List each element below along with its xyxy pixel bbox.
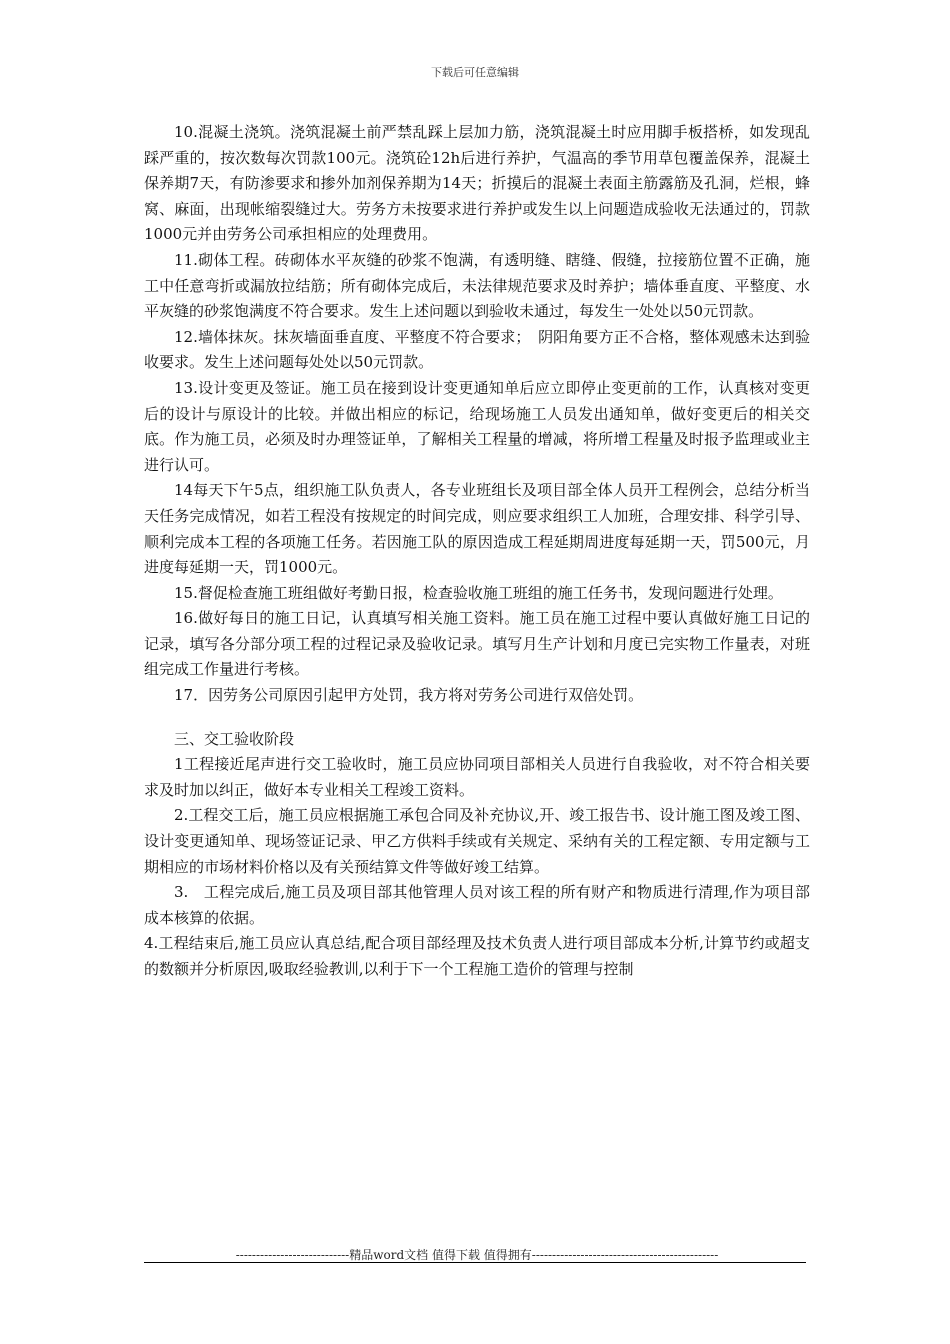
paragraph-concrete-pouring: 10.混凝土浇筑。浇筑混凝土前严禁乱踩上层加力筋，浇筑混凝土时应用脚手板搭桥，如发现乱踩严重的，按次数每次罚款100元。浇筑砼12h后进行养护，气温高的季节用草包覆盖保养，混凝土保养期7天，有防渗要求和掺外加剂保养期为14天；折摸后的混凝土表面主筋露筋及孔洞，烂根，蜂窝、麻面，出现帐缩裂缝过大。劳务方未按要求进行养护或发生以上问题造成验收无法通过的，罚款1000元并由劳务公司承担相应的处理费用。: [144, 123, 810, 244]
paragraph-summary: 4.工程结束后,施工员应认真总结,配合项目部经理及技术负责人进行项目部成本分析,计算节约或超支的数额并分析原因,吸取经验教训,以利于下一个工程施工造价的管理与控制: [144, 934, 810, 978]
page-footer: ----------------------------精品word文档 值得下载 值得拥有----------------------------------------------: [235, 1248, 719, 1262]
paragraph-masonry: 11.砌体工程。砖砌体水平灰缝的砂浆不饱满，有透明缝、瞎缝、假缝，拉接筋位置不正确，施工中任意弯折或漏放拉结筋；所有砌体完成后，未法律规范要求及时养护；墙体垂直度、平整度、水平灰缝的砂浆饱满度不符合要求。发生上述问题以到验收未通过，每发生一处处以50元罚款。: [144, 250, 810, 321]
paragraph-inventory: 3. 工程完成后,施工员及项目部其他管理人员对该工程的所有财产和物质进行清理,作为项目部成本核算的依据。: [144, 883, 810, 927]
paragraph-construction-log: 16.做好每日的施工日记，认真填写相关施工资料。施工员在施工过程中要认真做好施工日记的记录，填写各分部分项工程的过程记录及验收记录。填写月生产计划和月度已完实物工作量表，对班组完成工作量进行考核。: [144, 609, 810, 679]
paragraph-design-change: 13.设计变更及签证。施工员在接到设计变更通知单后应立即停止变更前的工作，认真核对变更后的设计与原设计的比较。并做出相应的标记，给现场施工人员发出通知单，做好变更后的相关交底。作为施工员，必须及时办理签证单，了解相关工程量的增减，将所增工程量及时报予监理或业主进行认可。: [144, 378, 810, 474]
paragraph-attendance: 15.督促检查施工班组做好考勤日报，检查验收施工班组的施工任务书，发现问题进行处理。: [174, 583, 783, 602]
paragraph-acceptance: 1工程接近尾声进行交工验收时，施工员应协同项目部相关人员进行自我验收，对不符合相关要求及时加以纠正，做好本专业相关工程竣工资料。: [144, 755, 810, 799]
paragraph-wall-plastering: 12.墙体抹灰。抹灰墙面垂直度、平整度不符合要求； 阴阳角要方正不合格，整体观感未达到验收要求。发生上述问题每处处以50元罚款。: [144, 327, 810, 372]
paragraph-penalty: 17．因劳务公司原因引起甲方处罚，我方将对劳务公司进行双倍处罚。: [174, 686, 644, 705]
footer-divider: [144, 1262, 806, 1263]
document-body: [144, 120, 810, 983]
page-header: 下载后可任意编辑: [431, 66, 519, 79]
section-title: 三、交工验收阶段: [174, 729, 295, 748]
paragraph-settlement: 2.工程交工后，施工员应根据施工承包合同及补充协议,开、竣工报告书、设计施工图及竣工图、设计变更通知单、现场签证记录、甲乙方供料手续或有关规定、采纳有关的工程定额、专用定额与工期相应的市场材料价格以及有关预结算文件等做好竣工结算。: [144, 806, 810, 876]
paragraph-daily-meeting: 14每天下午5点，组织施工队负责人，各专业班组长及项目部全体人员开工程例会，总结分析当天任务完成情况，如若工程没有按规定的时间完成，则应要求组织工人加班，合理安排、科学引导、顺利完成本工程的各项施工任务。若因施工队的原因造成工程延期周进度每延期一天，罚500元，月进度每延期一天，罚1000元。: [144, 481, 810, 577]
